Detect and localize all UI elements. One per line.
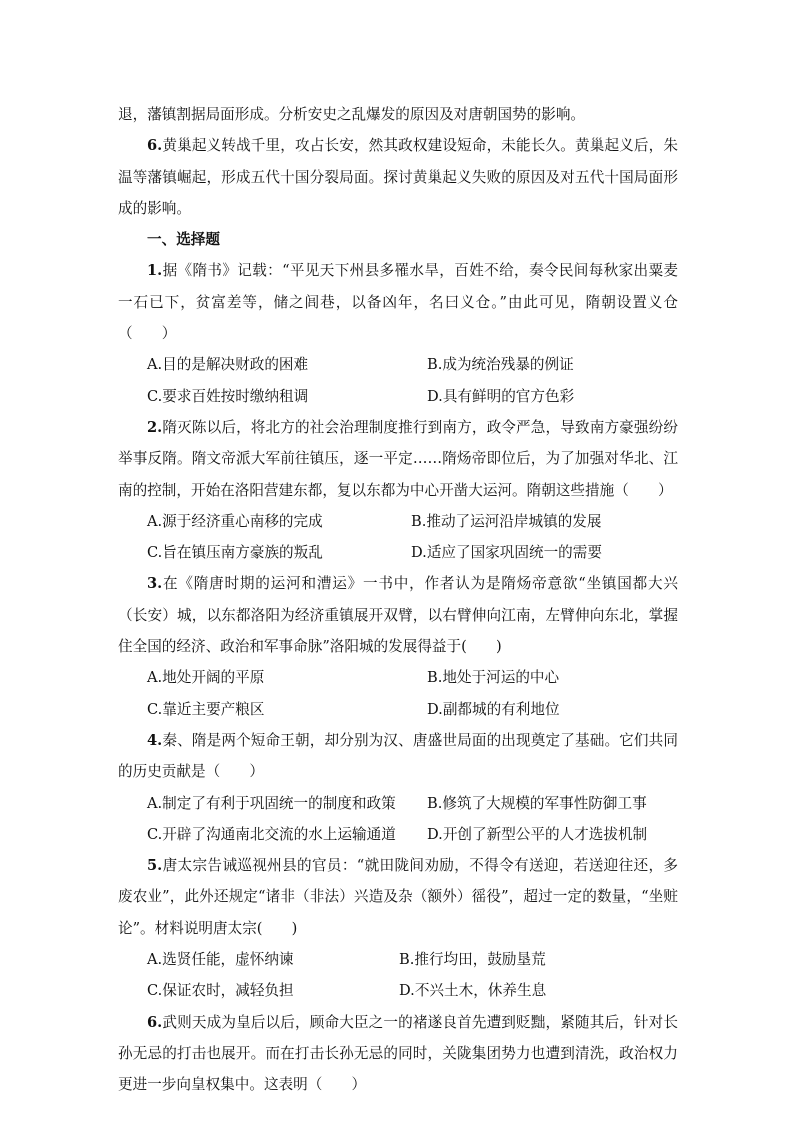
question-text: 在《隋唐时期的运河和漕运》一书中，作者认为是隋炀帝意欲“坐镇国都大兴（长安）城，以东都洛阳为经济重镇展开双臂，以右臂伸向江南，左臂伸向东北，掌握住全国的经济、政治和军事命脉”洛阳城的发展得益于( ) — [118, 575, 678, 656]
option-c: C.保证农时，减轻负担 — [147, 982, 294, 1000]
open-question-6 — [118, 130, 678, 224]
options — [118, 788, 678, 851]
options — [118, 944, 678, 1007]
option-d: D.不兴土木，休养生息 — [399, 982, 547, 1000]
question-number: 4. — [147, 731, 163, 749]
question-text: 黄巢起义转战千里，攻占长安，然其政权建设短命，未能长久。黄巢起义后，朱温等藩镇崛起，形成五代十国分裂局面。探讨黄巢起义失败的原因及对五代十国局面形成的影响。 — [118, 137, 678, 217]
question-text: 据《隋书》记载：“平见天下州县多罹水旱，百姓不给，奏令民间每秋家出粟麦一石已下，贫富差等，储之闾巷，以备凶年，名曰义仓。”由此可见，隋朝设置义仓（ ） — [118, 262, 678, 343]
question-2 — [118, 412, 678, 568]
option-c: C.要求百姓按时缴纳租调 — [147, 387, 309, 405]
options — [118, 662, 678, 725]
option-a: A.地处开阔的平原 — [147, 669, 265, 687]
option-b: B.推行均田，鼓励垦荒 — [399, 951, 546, 969]
document-content — [118, 99, 678, 1101]
question-text: 隋灭陈以后，将北方的社会治理制度推行到南方，政令严急，导致南方豪强纷纷举事反隋。隋文帝派大军前往镇压，逐一平定……隋炀帝即位后，为了加强对华北、江南的控制，开始在洛阳营建东都，复以东都为中心开凿大运河。隋朝这些措施（ ） — [118, 418, 678, 499]
question-text: 武则天成为皇后以后，顾命大臣之一的褚遂良首先遭到贬黜，紧随其后，针对长孙无忌的打击也展开。而在打击长孙无忌的同时，关陇集团势力也遭到清洗，政治权力更进一步向皇权集中。这表明（ ） — [118, 1013, 678, 1094]
option-a: A.选贤任能，虚怀纳谏 — [147, 951, 294, 969]
option-c: C.旨在镇压南方豪族的叛乱 — [147, 544, 323, 562]
option-d: D.具有鲜明的官方色彩 — [427, 387, 575, 405]
question-5 — [118, 850, 678, 1006]
option-a: A.目的是解决财政的困难 — [147, 356, 309, 374]
question-text: 唐太宗告诫巡视州县的官员：“就田陇间劝励，不得令有送迎，若送迎往还，多废农业”，此外还规定“诸非（非法）兴造及杂（额外）徭役”，超过一定的数量，“坐赃论”。材料说明唐太宗( ) — [118, 857, 678, 937]
question-text: 秦、隋是两个短命王朝，却分别为汉、唐盛世局面的出现奠定了基础。它们共同的历史贡献是（ ） — [118, 731, 678, 781]
question-stem — [118, 412, 678, 506]
question-4 — [118, 725, 678, 850]
option-b: B.修筑了大规模的军事性防御工事 — [427, 794, 647, 812]
question-number: 6. — [147, 137, 163, 155]
question-stem — [118, 255, 678, 349]
section-heading: 一、选择题 — [147, 231, 220, 249]
options — [118, 506, 678, 569]
question-stem — [118, 1007, 678, 1101]
option-b: B.地处于河运的中心 — [427, 669, 560, 687]
option-a: A.制定了有利于巩固统一的制度和政策 — [147, 794, 396, 812]
option-d: D.副都城的有利地位 — [427, 700, 560, 718]
option-d: D.开创了新型公平的人才选拔机制 — [427, 825, 648, 843]
option-d: D.适应了国家巩固统一的需要 — [411, 544, 602, 562]
question-number: 2. — [147, 418, 163, 436]
question-number: 6. — [147, 1013, 163, 1031]
question-1 — [118, 255, 678, 411]
question-number: 5. — [147, 857, 163, 875]
question-3 — [118, 568, 678, 724]
option-a: A.源于经济重心南移的完成 — [147, 512, 323, 530]
options — [118, 349, 678, 412]
option-b: B.推动了运河沿岸城镇的发展 — [411, 512, 602, 530]
question-stem — [118, 568, 678, 662]
question-stem — [118, 850, 678, 944]
option-b: B.成为统治残暴的例证 — [427, 356, 574, 374]
question-number: 1. — [147, 262, 163, 280]
question-6 — [118, 1007, 678, 1101]
option-c: C.开辟了沟通南北交流的水上运输通道 — [147, 825, 396, 843]
question-number: 3. — [147, 575, 163, 593]
intro-line: 退，藩镇割据局面形成。分析安史之乱爆发的原因及对唐朝国势的影响。 — [118, 106, 586, 123]
question-stem — [118, 725, 678, 788]
option-c: C.靠近主要产粮区 — [147, 700, 265, 718]
